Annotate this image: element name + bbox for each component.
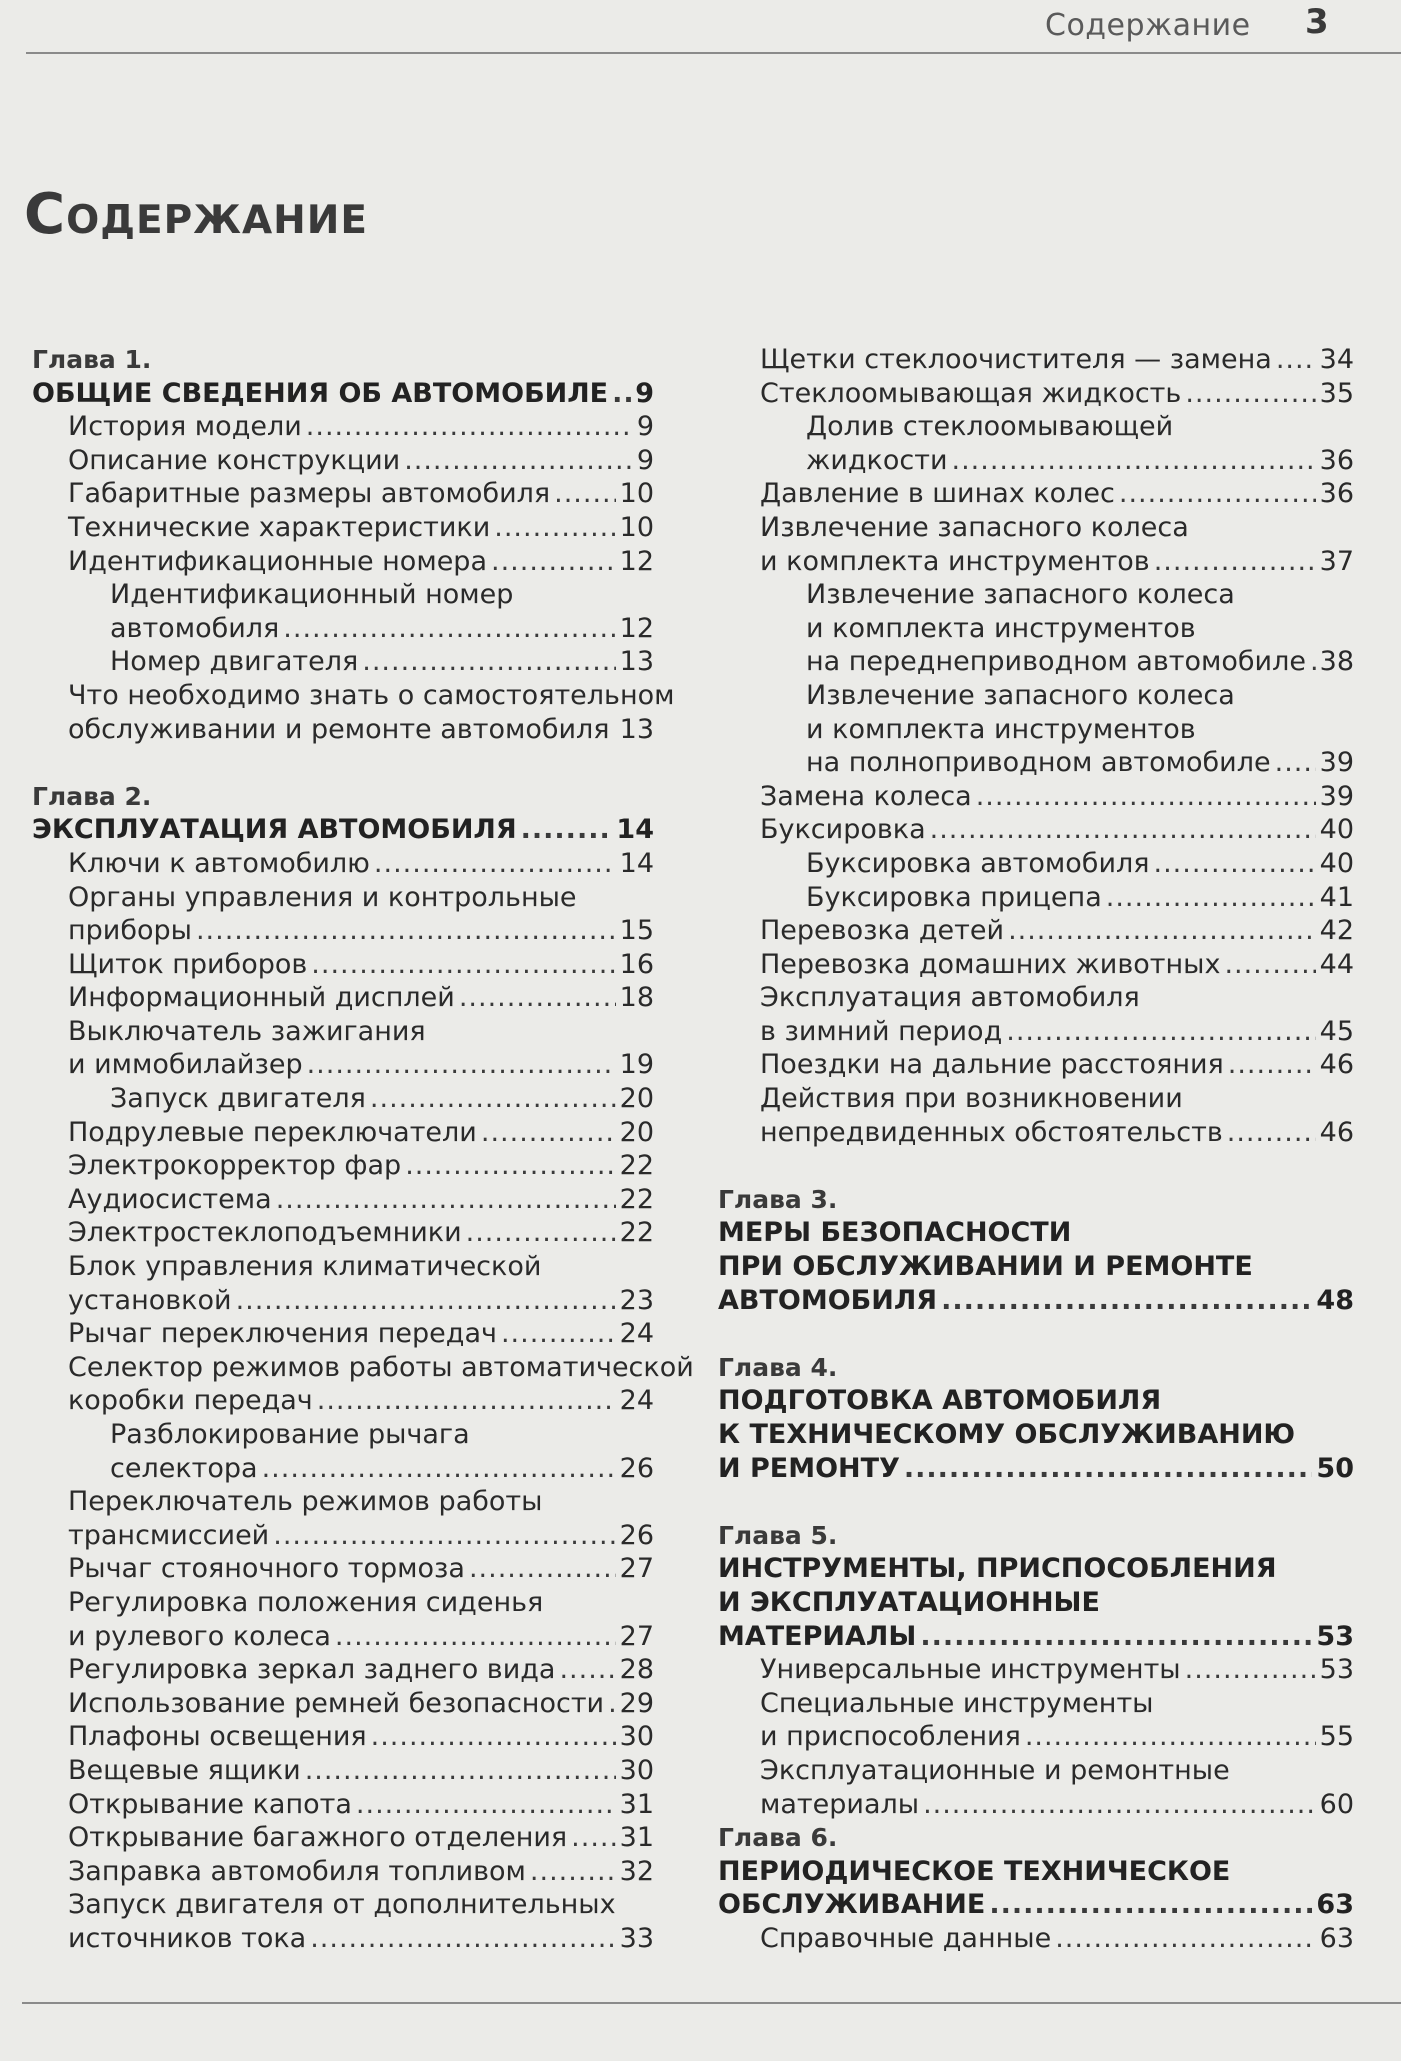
spacer (32, 746, 654, 780)
toc-entry-line[interactable]: Извлечение запасного колеса (806, 679, 1235, 711)
toc-entry[interactable] (718, 444, 1354, 478)
toc-entry-line[interactable]: Что необходимо знать о самостоятельном (68, 679, 675, 711)
toc-entry-line[interactable]: Эксплуатация автомобиля (760, 982, 1140, 1014)
entry-text: Электростеклоподъемники (68, 1217, 462, 1249)
toc-entry-line[interactable]: Переключатель режимов работы (68, 1486, 543, 1518)
toc-entry[interactable] (32, 612, 654, 646)
page-ref: 32 (619, 1855, 654, 1887)
dot-leader (920, 1620, 1312, 1654)
toc-entry[interactable] (32, 410, 654, 444)
page-ref: 10 (619, 511, 654, 543)
page-ref: 24 (619, 1318, 654, 1350)
entry-text: приборы (68, 915, 192, 947)
toc-entry[interactable] (32, 645, 654, 679)
toc-entry-line[interactable]: Извлечение запасного колеса (806, 579, 1235, 611)
page-ref: 28 (619, 1654, 654, 1686)
page-ref: 20 (619, 1116, 654, 1148)
page-ref: 12 (619, 612, 654, 644)
entry-text: на полноприводном автомобиле (806, 747, 1271, 779)
page-ref: 34 (1319, 344, 1354, 375)
dot-leader (989, 1888, 1312, 1922)
chapter-label: Глава 6. (718, 1823, 838, 1853)
header-rule (26, 52, 1401, 54)
page-ref: 12 (619, 545, 654, 577)
toc-entry[interactable] (718, 746, 1354, 780)
entry-text: коробки передач (68, 1385, 313, 1417)
entry-text: История модели (68, 411, 302, 443)
toc-chapter-entry[interactable] (718, 1620, 1354, 1654)
dot-leader (310, 1922, 615, 1956)
toc-entry[interactable] (718, 377, 1354, 411)
toc-entry[interactable] (32, 948, 654, 982)
toc-entry[interactable] (32, 1720, 654, 1754)
dot-leader (317, 1384, 616, 1418)
dot-leader (306, 410, 633, 444)
page-number: 3 (1305, 2, 1329, 42)
dot-leader (1185, 377, 1315, 411)
toc-chapter-entry[interactable] (32, 813, 654, 847)
entry-text: Описание конструкции (68, 444, 401, 476)
dot-leader (236, 1284, 616, 1318)
chapter-title-line: ПОДГОТОВКА АВТОМОБИЛЯ (718, 1385, 1162, 1417)
page-ref: 60 (1319, 1788, 1354, 1820)
dot-leader (283, 612, 615, 646)
chapter-title: И РЕМОНТУ (718, 1452, 900, 1484)
page-ref: 33 (619, 1922, 654, 1954)
dot-leader (1310, 645, 1316, 679)
page-ref: 20 (619, 1083, 654, 1115)
dot-leader (976, 780, 1316, 814)
entry-text: Габаритные размеры автомобиля (68, 478, 551, 510)
toc-entry-line[interactable]: Блок управления климатической (68, 1251, 542, 1283)
dot-leader (370, 1082, 616, 1116)
entry-text: материалы (760, 1788, 920, 1820)
toc-entry[interactable] (32, 1183, 654, 1217)
spacer (718, 1149, 1354, 1183)
entry-text: Рычаг стояночного тормоза (68, 1553, 465, 1585)
footer-rule (22, 2002, 1401, 2004)
toc-entry-line[interactable]: Разблокирование рычага (110, 1419, 470, 1450)
page-ref: 22 (619, 1217, 654, 1249)
toc-entry-line[interactable]: Долив стеклоомывающей (806, 411, 1174, 443)
entry-text: Регулировка зеркал заднего вида (68, 1654, 556, 1686)
entry-text: непредвиденных обстоятельств (760, 1116, 1223, 1148)
entry-text: Аудиосистема (68, 1183, 272, 1215)
entry-text: и иммобилайзер (68, 1049, 303, 1081)
page-ref: 40 (1319, 814, 1354, 846)
toc-entry[interactable] (32, 545, 654, 579)
toc-entry[interactable] (718, 1116, 1354, 1150)
page-ref: 19 (619, 1049, 654, 1081)
entry-text: Использование ремней безопасности (68, 1687, 605, 1719)
dot-leader (1185, 1653, 1316, 1687)
page-ref: 37 (1319, 545, 1354, 577)
chapter-title: АВТОМОБИЛЯ (718, 1284, 938, 1316)
dot-leader (554, 477, 616, 511)
entry-text: Замена колеса (760, 780, 972, 812)
entry-text: Поездки на дальние расстояния (760, 1049, 1224, 1081)
toc-entry[interactable] (32, 1149, 654, 1183)
entry-text: Щетки стеклоочистителя — замена (760, 344, 1272, 375)
entry-text: Открывание капота (68, 1788, 352, 1820)
toc-entry[interactable] (718, 1922, 1354, 1956)
page-ref: 15 (619, 915, 654, 947)
toc-entry[interactable] (718, 813, 1354, 847)
dot-leader (904, 1452, 1313, 1486)
page-ref: 26 (619, 1519, 654, 1551)
page-ref: 42 (1319, 915, 1354, 947)
chapter-title: ЭКСПЛУАТАЦИЯ АВТОМОБИЛЯ (32, 814, 517, 846)
page-ref: 9 (636, 411, 654, 443)
page-ref: 41 (1319, 881, 1354, 913)
page-ref: 29 (619, 1687, 654, 1719)
toc-chapter-entry[interactable] (718, 1888, 1354, 1922)
entry-text: Буксировка прицепа (806, 881, 1102, 913)
entry-text: Стеклоомывающая жидкость (760, 377, 1182, 409)
page-ref: 22 (619, 1150, 654, 1182)
entry-text: Универсальные инструменты (760, 1654, 1181, 1686)
entry-text: и рулевого колеса (68, 1620, 331, 1652)
toc-entry[interactable] (32, 1687, 654, 1721)
dot-leader (362, 645, 615, 679)
toc-entry-line[interactable]: Специальные инструменты (760, 1687, 1154, 1719)
toc-entry-line[interactable]: Идентификационный номер (110, 579, 514, 611)
toc-entry[interactable] (718, 914, 1354, 948)
page-ref: 36 (1319, 478, 1354, 510)
toc-entry-line[interactable]: Запуск двигателя от дополнительных (68, 1889, 616, 1921)
entry-text: обслуживании и ремонте автомобиля (68, 713, 610, 745)
page-ref: 63 (1316, 1889, 1354, 1921)
chapter-title: ОБСЛУЖИВАНИЕ (718, 1889, 986, 1921)
toc-entry[interactable] (32, 1855, 654, 1889)
page-ref: 9 (636, 444, 654, 476)
toc-entry[interactable] (32, 1048, 654, 1082)
page-ref: 39 (1319, 780, 1354, 812)
entry-text: Буксировка автомобиля (806, 847, 1150, 879)
dot-leader (459, 981, 616, 1015)
page-ref: 44 (1319, 948, 1354, 980)
page-ref: 27 (619, 1553, 654, 1585)
page-ref: 48 (1316, 1284, 1354, 1316)
entry-text: Вещевые ящики (68, 1754, 301, 1786)
dot-leader (356, 1788, 616, 1822)
dot-leader (571, 1821, 615, 1855)
toc-entry[interactable] (718, 545, 1354, 579)
entry-text: и комплекта инструментов (760, 545, 1150, 577)
dot-leader (1008, 914, 1316, 948)
dot-leader (1224, 948, 1315, 982)
entry-text: автомобиля (110, 612, 280, 644)
entry-text: Плафоны освещения (68, 1721, 367, 1753)
entry-text: Рычаг переключения передач (68, 1318, 497, 1350)
toc-chapter-entry[interactable] (32, 377, 654, 411)
entry-text: селектора (110, 1452, 258, 1484)
entry-text: Заправка автомобиля топливом (68, 1855, 526, 1887)
toc-entry[interactable] (718, 343, 1354, 377)
dot-leader (1119, 477, 1316, 511)
dot-leader (941, 1284, 1312, 1318)
page-ref: 63 (1319, 1922, 1354, 1954)
spacer (718, 1485, 1354, 1519)
dot-leader (930, 813, 1316, 847)
page-ref: 10 (619, 478, 654, 510)
page-ref: 40 (1319, 847, 1354, 879)
dot-leader (469, 1552, 616, 1586)
entry-text: трансмиссией (68, 1519, 270, 1551)
entry-text: Запуск двигателя (110, 1083, 366, 1115)
dot-leader (405, 1149, 615, 1183)
toc-entry[interactable] (32, 847, 654, 881)
entry-text: источников тока (68, 1922, 307, 1954)
dot-leader (612, 377, 631, 411)
page-ref: 16 (619, 948, 654, 980)
dot-leader (1275, 746, 1316, 780)
dot-leader (608, 1687, 616, 1721)
page-title: Содержание (24, 182, 369, 247)
toc-entry[interactable] (32, 713, 654, 747)
page-ref: 35 (1319, 377, 1354, 409)
dot-leader (374, 847, 616, 881)
dot-leader (1154, 847, 1316, 881)
toc-chapter-entry[interactable] (718, 1284, 1354, 1318)
chapter-title-line: ИНСТРУМЕНТЫ, ПРИСПОСОБЛЕНИЯ (718, 1553, 1277, 1585)
page-ref: 53 (1316, 1620, 1354, 1652)
dot-leader (494, 511, 615, 545)
toc-entry[interactable] (718, 477, 1354, 511)
dot-leader (491, 545, 616, 579)
toc-entry[interactable] (32, 1317, 654, 1351)
page-ref: 14 (619, 847, 654, 879)
page-ref: 13 (619, 713, 654, 745)
dot-leader (1227, 1116, 1316, 1150)
toc-entry[interactable] (718, 1653, 1354, 1687)
entry-text: Номер двигателя (110, 646, 359, 678)
dot-leader (371, 1720, 616, 1754)
entry-text: Буксировка (760, 814, 926, 846)
entry-text: Давление в шинах колес (760, 478, 1115, 510)
page-ref: 14 (616, 814, 654, 846)
toc-left-column (32, 343, 694, 1956)
page-ref: 18 (619, 982, 654, 1014)
running-header-title: Содержание (1045, 8, 1251, 43)
toc-entry-line[interactable]: Выключатель зажигания (68, 1015, 426, 1047)
dot-leader (1276, 343, 1316, 377)
toc-entry[interactable] (718, 1015, 1354, 1049)
toc-entry-line[interactable]: Действия при возникновении (760, 1083, 1183, 1115)
entry-text: на переднеприводном автомобиле (806, 646, 1306, 678)
chapter-title: МАТЕРИАЛЫ (718, 1620, 917, 1652)
toc-entry[interactable] (32, 1284, 654, 1318)
dot-leader (1228, 1048, 1316, 1082)
dot-leader (559, 1653, 615, 1687)
entry-text: Подрулевые переключатели (68, 1116, 477, 1148)
toc-entry[interactable] (32, 444, 654, 478)
toc-entry[interactable] (32, 1384, 654, 1418)
page-ref: 30 (619, 1721, 654, 1753)
dot-leader (1106, 881, 1316, 915)
toc-entry[interactable] (32, 1788, 654, 1822)
dot-leader (307, 1048, 616, 1082)
dot-leader (262, 1452, 616, 1486)
toc-entry[interactable] (32, 1452, 654, 1486)
entry-text: в зимний период (760, 1015, 1003, 1047)
dot-leader (521, 813, 613, 847)
dot-leader (614, 713, 616, 747)
chapter-label: Глава 1. (32, 345, 152, 374)
entry-text: Перевозка домашних животных (760, 948, 1221, 980)
toc-entry[interactable] (32, 914, 654, 948)
chapter-label: Глава 3. (718, 1184, 838, 1214)
toc-entry[interactable] (32, 1653, 654, 1687)
toc-entry-line[interactable]: Извлечение запасного колеса (760, 511, 1189, 543)
page-ref: 23 (619, 1284, 654, 1316)
spacer (718, 1317, 1354, 1351)
toc-entry[interactable] (32, 1216, 654, 1250)
toc-entry[interactable] (32, 511, 654, 545)
page-ref: 46 (1319, 1116, 1354, 1148)
entry-text: жидкости (806, 444, 948, 476)
toc-entry[interactable] (32, 1620, 654, 1654)
toc-entry[interactable] (32, 1519, 654, 1553)
chapter-title-line: К ТЕХНИЧЕСКОМУ ОБСЛУЖИВАНИЮ (718, 1419, 1296, 1450)
toc-entry[interactable] (32, 1552, 654, 1586)
entry-text: Открывание багажного отделения (68, 1822, 568, 1854)
dot-leader (501, 1317, 616, 1351)
chapter-label: Глава 2. (32, 781, 152, 811)
dot-leader (952, 444, 1316, 478)
toc-entry[interactable] (32, 1821, 654, 1855)
toc-entry-line[interactable]: Органы управления и контрольные (68, 881, 577, 913)
dot-leader (311, 948, 615, 982)
entry-text: и приспособления (760, 1721, 1021, 1753)
dot-leader (923, 1788, 1316, 1822)
entry-text: Справочные данные (760, 1922, 1052, 1954)
entry-text: Щиток приборов (68, 948, 308, 980)
entry-text: Идентификационные номера (68, 545, 487, 577)
chapter-title-line: ПЕРИОДИЧЕСКОЕ ТЕХНИЧЕСКОЕ (718, 1855, 1231, 1887)
dot-leader (1055, 1922, 1315, 1956)
toc-entry[interactable] (718, 948, 1354, 982)
toc-entry-line[interactable]: Эксплуатационные и ремонтные (760, 1754, 1230, 1786)
page-ref: 46 (1319, 1049, 1354, 1081)
chapter-label: Глава 4. (718, 1352, 838, 1382)
dot-leader (196, 914, 616, 948)
dot-leader (1154, 545, 1316, 579)
page-ref: 53 (1319, 1654, 1354, 1686)
page-ref: 45 (1319, 1015, 1354, 1047)
entry-text: Электрокорректор фар (68, 1150, 402, 1182)
page-ref: 26 (619, 1452, 654, 1484)
page-ref: 27 (619, 1620, 654, 1652)
page-ref: 30 (619, 1754, 654, 1786)
chapter-title: ОБЩИЕ СВЕДЕНИЯ ОБ АВТОМОБИЛЕ (32, 377, 609, 409)
toc-entry-line[interactable]: Селектор режимов работы автоматической (68, 1351, 694, 1383)
toc-entry[interactable] (32, 477, 654, 511)
toc-entry[interactable] (718, 1048, 1354, 1082)
toc-entry-line[interactable]: и комплекта инструментов (806, 612, 1196, 644)
toc-entry[interactable] (718, 1720, 1354, 1754)
dot-leader (273, 1519, 615, 1553)
page-ref: 38 (1319, 646, 1354, 678)
dot-leader (276, 1183, 616, 1217)
toc-right-column (718, 343, 1354, 1956)
dot-leader (481, 1116, 616, 1150)
entry-text: установкой (68, 1284, 232, 1316)
toc-chapter-entry[interactable] (718, 1452, 1354, 1486)
toc-entry[interactable] (32, 1116, 654, 1150)
chapter-title-line: МЕРЫ БЕЗОПАСНОСТИ (718, 1217, 1072, 1249)
dot-leader (1025, 1720, 1316, 1754)
page-ref: 50 (1316, 1452, 1354, 1484)
page-ref: 24 (619, 1385, 654, 1417)
page-ref: 39 (1319, 747, 1354, 779)
dot-leader (305, 1754, 616, 1788)
toc-entry[interactable] (718, 1788, 1354, 1822)
entry-text: Информационный дисплей (68, 982, 455, 1014)
page-ref: 36 (1319, 444, 1354, 476)
chapter-title-line: И ЭКСПЛУАТАЦИОННЫЕ (718, 1586, 1100, 1618)
toc-entry[interactable] (718, 847, 1354, 881)
running-header (0, 0, 1401, 54)
toc-entry-line[interactable]: и комплекта инструментов (806, 713, 1196, 745)
entry-text: Технические характеристики (68, 511, 491, 543)
page-ref: 13 (619, 646, 654, 678)
toc-entry[interactable] (32, 1754, 654, 1788)
toc-entry[interactable] (32, 1922, 654, 1956)
toc-entry[interactable] (718, 645, 1354, 679)
entry-text: Перевозка детей (760, 915, 1005, 947)
page-ref: 31 (619, 1822, 654, 1854)
entry-text: Ключи к автомобилю (68, 847, 370, 879)
dot-leader (530, 1855, 616, 1889)
chapter-title-line: ПРИ ОБСЛУЖИВАНИИ И РЕМОНТЕ (718, 1251, 1253, 1283)
dot-leader (466, 1216, 616, 1250)
chapter-label: Глава 5. (718, 1520, 838, 1550)
page-ref: 9 (635, 377, 654, 409)
page-ref: 55 (1319, 1721, 1354, 1753)
page-ref: 22 (619, 1183, 654, 1215)
toc-entry[interactable] (718, 881, 1354, 915)
toc-entry[interactable] (32, 1082, 654, 1116)
dot-leader (404, 444, 633, 478)
dot-leader (1006, 1015, 1315, 1049)
toc-entry[interactable] (32, 981, 654, 1015)
dot-leader (335, 1620, 616, 1654)
toc-entry[interactable] (718, 780, 1354, 814)
toc-entry-line[interactable]: Регулировка положения сиденья (68, 1586, 544, 1618)
page-ref: 31 (619, 1788, 654, 1820)
